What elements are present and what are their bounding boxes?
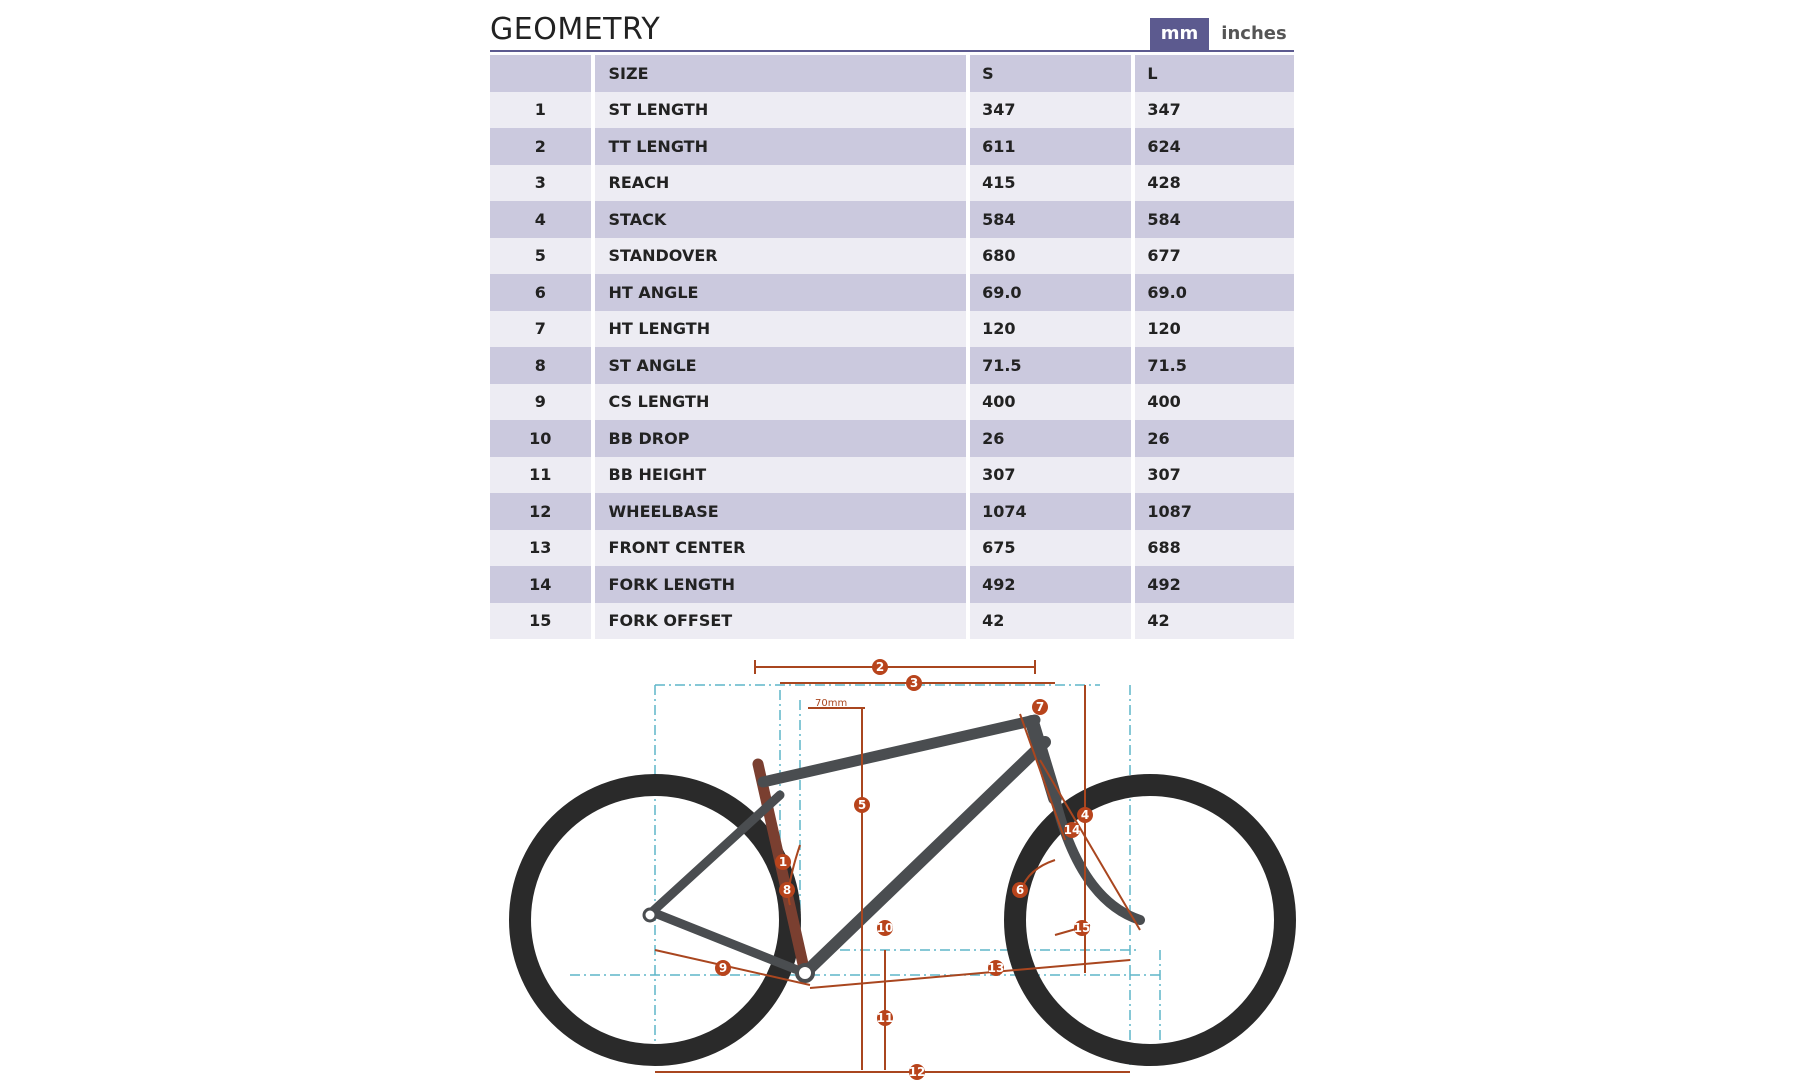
geometry-table	[490, 55, 1294, 639]
row-value-l: 71.5	[1135, 347, 1294, 384]
row-value-s: 400	[970, 384, 1135, 421]
header-s: S	[970, 55, 1135, 92]
table-row	[490, 384, 1294, 421]
row-value-l: 307	[1135, 457, 1294, 494]
row-value-l: 69.0	[1135, 274, 1294, 311]
geometry-header	[490, 8, 1294, 52]
row-number: 15	[490, 603, 595, 640]
row-value-s: 415	[970, 165, 1135, 202]
svg-text:13: 13	[987, 961, 1005, 975]
row-label: BB HEIGHT	[595, 457, 971, 494]
row-value-s: 120	[970, 311, 1135, 348]
table-header-row	[490, 55, 1294, 92]
marker-8	[779, 882, 795, 898]
row-value-s: 675	[970, 530, 1135, 567]
table-row	[490, 165, 1294, 202]
unit-mm-button[interactable]: mm	[1150, 18, 1209, 50]
dimension-lines	[655, 660, 1140, 1072]
row-number: 13	[490, 530, 595, 567]
row-label: HT ANGLE	[595, 274, 971, 311]
header-num	[490, 55, 595, 92]
svg-text:9: 9	[718, 961, 728, 975]
bike-geometry-diagram	[480, 650, 1310, 1082]
table-row	[490, 566, 1294, 603]
marker-15	[1074, 920, 1091, 936]
unit-inches-button[interactable]: inches	[1221, 23, 1287, 44]
row-number: 4	[490, 201, 595, 238]
seventy-mm-label: 70mm	[815, 698, 848, 709]
svg-text:8: 8	[782, 883, 792, 897]
row-label: STACK	[595, 201, 971, 238]
front-wheel	[1015, 785, 1285, 1055]
row-value-l: 677	[1135, 238, 1294, 275]
row-label: WHEELBASE	[595, 493, 971, 530]
table-row	[490, 128, 1294, 165]
row-number: 8	[490, 347, 595, 384]
row-value-l: 1087	[1135, 493, 1294, 530]
row-label: ST LENGTH	[595, 92, 971, 129]
row-value-l: 492	[1135, 566, 1294, 603]
page-title: GEOMETRY	[490, 12, 661, 47]
row-label: TT LENGTH	[595, 128, 971, 165]
table-row	[490, 347, 1294, 384]
row-number: 9	[490, 384, 595, 421]
row-value-s: 680	[970, 238, 1135, 275]
marker-5	[854, 797, 870, 813]
table-row	[490, 92, 1294, 129]
row-value-l: 624	[1135, 128, 1294, 165]
row-number: 2	[490, 128, 595, 165]
table-row	[490, 530, 1294, 567]
row-number: 5	[490, 238, 595, 275]
bike-frame	[644, 720, 1140, 981]
row-label: FRONT CENTER	[595, 530, 971, 567]
row-value-s: 42	[970, 603, 1135, 640]
svg-text:12: 12	[908, 1065, 926, 1079]
row-value-l: 428	[1135, 165, 1294, 202]
svg-text:11: 11	[876, 1011, 894, 1025]
table-row	[490, 603, 1294, 640]
row-value-s: 71.5	[970, 347, 1135, 384]
svg-text:2: 2	[875, 660, 885, 674]
row-number: 11	[490, 457, 595, 494]
row-value-s: 26	[970, 420, 1135, 457]
svg-text:3: 3	[909, 676, 919, 690]
header-divider	[490, 50, 1294, 52]
row-value-l: 347	[1135, 92, 1294, 129]
row-value-s: 584	[970, 201, 1135, 238]
row-value-s: 492	[970, 566, 1135, 603]
row-number: 10	[490, 420, 595, 457]
svg-text:15: 15	[1073, 921, 1091, 935]
row-number: 6	[490, 274, 595, 311]
row-label: STANDOVER	[595, 238, 971, 275]
row-value-l: 584	[1135, 201, 1294, 238]
row-value-l: 688	[1135, 530, 1294, 567]
row-label: CS LENGTH	[595, 384, 971, 421]
row-number: 3	[490, 165, 595, 202]
row-number: 12	[490, 493, 595, 530]
table-row	[490, 457, 1294, 494]
table-row	[490, 420, 1294, 457]
row-value-l: 26	[1135, 420, 1294, 457]
row-value-s: 611	[970, 128, 1135, 165]
row-number: 14	[490, 566, 595, 603]
header-size: SIZE	[595, 55, 971, 92]
table-row	[490, 201, 1294, 238]
row-value-s: 1074	[970, 493, 1135, 530]
marker-1	[775, 854, 791, 870]
row-value-l: 400	[1135, 384, 1294, 421]
row-value-s: 347	[970, 92, 1135, 129]
row-number: 1	[490, 92, 595, 129]
row-value-s: 69.0	[970, 274, 1135, 311]
table-row	[490, 274, 1294, 311]
marker-3	[906, 675, 922, 691]
row-label: FORK LENGTH	[595, 566, 971, 603]
marker-14	[1064, 822, 1081, 838]
marker-12	[909, 1064, 926, 1080]
marker-11	[877, 1010, 894, 1026]
svg-text:10: 10	[876, 921, 894, 935]
marker-10	[877, 920, 894, 936]
svg-text:5: 5	[857, 798, 867, 812]
marker-9	[715, 960, 731, 976]
row-number: 7	[490, 311, 595, 348]
row-label: ST ANGLE	[595, 347, 971, 384]
svg-text:6: 6	[1015, 883, 1025, 897]
table-row	[490, 311, 1294, 348]
row-value-l: 120	[1135, 311, 1294, 348]
row-label: HT LENGTH	[595, 311, 971, 348]
row-label: FORK OFFSET	[595, 603, 971, 640]
marker-13	[988, 960, 1005, 976]
svg-text:14: 14	[1063, 823, 1081, 837]
row-value-s: 307	[970, 457, 1135, 494]
row-label: REACH	[595, 165, 971, 202]
svg-text:7: 7	[1035, 700, 1045, 714]
table-row	[490, 238, 1294, 275]
marker-2	[872, 659, 888, 675]
marker-7	[1032, 699, 1048, 715]
svg-text:4: 4	[1080, 808, 1090, 822]
marker-6	[1012, 882, 1028, 898]
guide-lines	[570, 685, 1160, 1065]
row-label: BB DROP	[595, 420, 971, 457]
table-row	[490, 493, 1294, 530]
svg-text:1: 1	[778, 855, 788, 869]
header-l: L	[1135, 55, 1294, 92]
marker-4	[1077, 807, 1093, 823]
row-value-l: 42	[1135, 603, 1294, 640]
